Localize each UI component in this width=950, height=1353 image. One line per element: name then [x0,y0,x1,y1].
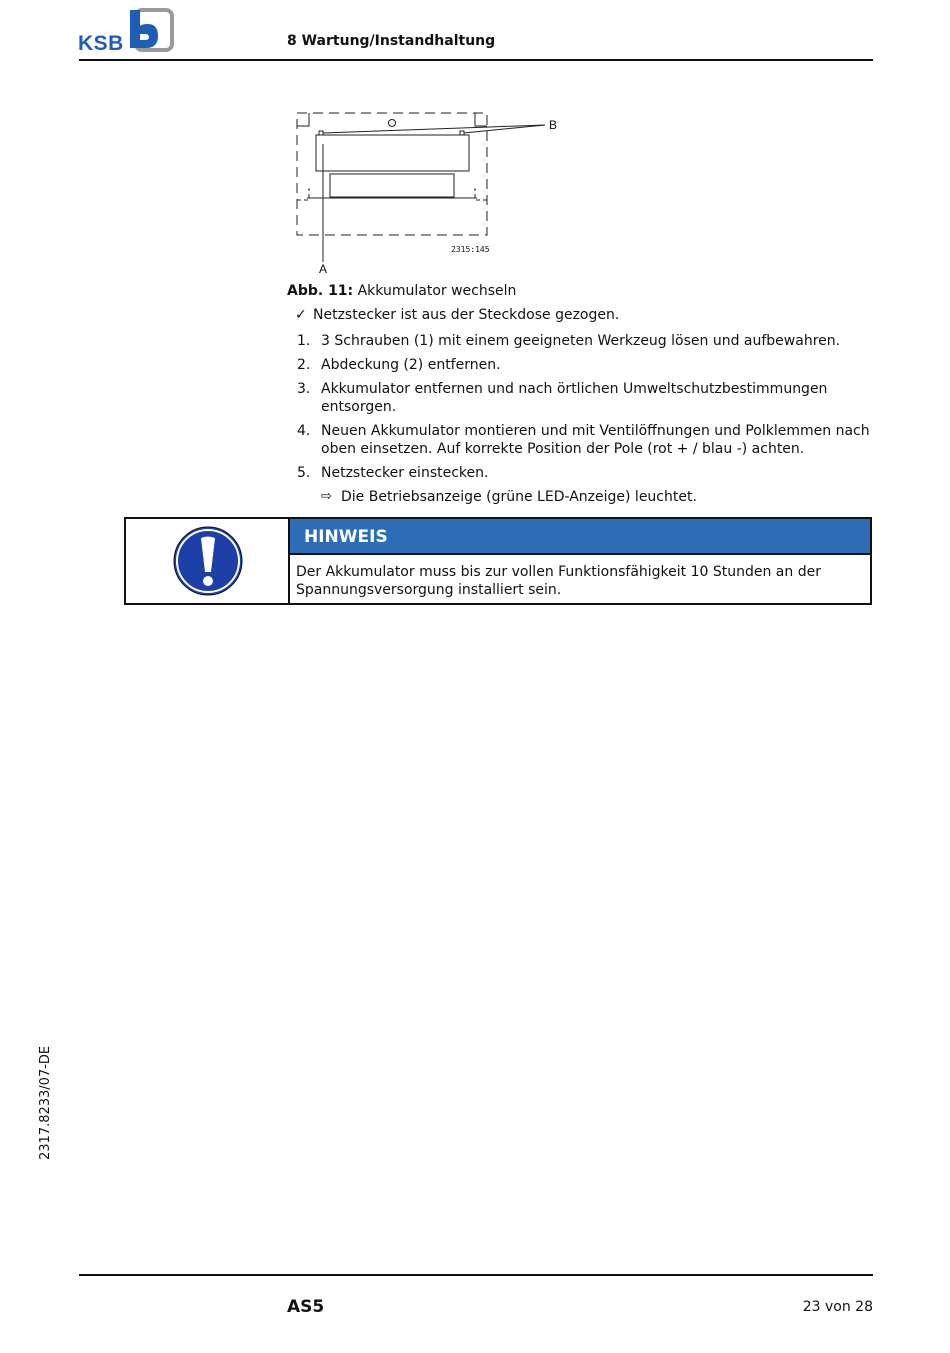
prerequisite-text: Netzstecker ist aus der Steckdose gezogen. [313,307,620,323]
ksb-logo [78,8,178,54]
list-item [297,380,873,416]
notice-title: HINWEIS [304,527,388,547]
drawing-number: 2315:145 [451,245,490,254]
footer-rule [79,1274,873,1276]
header-rule [79,59,873,61]
step-result [297,488,873,506]
list-item [297,464,873,482]
caption-text: Akkumulator wechseln [357,283,517,299]
step-text: Akkumulator entfernen und nach örtlichen Umweltschutzbestimmungen entsorgen. [321,381,828,415]
notice-box [124,517,872,605]
step-text: Abdeckung (2) entfernen. [321,357,501,373]
label-a: A [319,262,328,276]
battery [330,174,454,197]
logo-text: KSB [78,32,124,55]
document-code: 2317.8233/07-DE [38,1045,53,1160]
notice-icon-cell [126,519,290,603]
step-text: 3 Schrauben (1) mit einem geeigneten Werkzeug lösen und aufbewahren. [321,333,841,349]
page-number: 23 von 28 [802,1299,873,1315]
figure-caption [287,283,516,299]
step-number: 2. [297,357,311,373]
step-text: Neuen Akkumulator montieren und mit Ventilöffnungen und Polklemmen nach oben einsetzen. Auf korrekte Position der Pole (rot + / blau -) achten. [321,423,870,457]
battery-cover [316,135,469,171]
step-text: Netzstecker einstecken. [321,465,489,481]
exclamation-icon [172,525,244,597]
notice-header [290,519,870,555]
check-icon: ✓ [295,307,307,323]
step-number: 1. [297,333,311,349]
section-title: 8 Wartung/Instandhaltung [287,33,496,49]
list-item [297,332,873,350]
step-number: 3. [297,381,311,397]
ksb-logo-mark-icon [128,8,174,52]
caption-prefix: Abb. 11: [287,283,354,299]
list-item [297,422,873,458]
product-name: AS5 [287,1297,325,1317]
label-b: B [549,118,558,132]
prerequisite [295,307,619,323]
battery-replacement-diagram [287,104,577,280]
result-arrow-icon: ⇨ [321,489,332,504]
list-item [297,356,873,374]
step-number: 4. [297,423,311,439]
result-text: Die Betriebsanzeige (grüne LED-Anzeige) leuchtet. [341,489,697,505]
step-number: 5. [297,465,311,481]
notice-body: Der Akkumulator muss bis zur vollen Funktionsfähigkeit 10 Stunden an der Spannungsversorgung installiert sein. [296,564,821,598]
step-list [297,332,873,506]
